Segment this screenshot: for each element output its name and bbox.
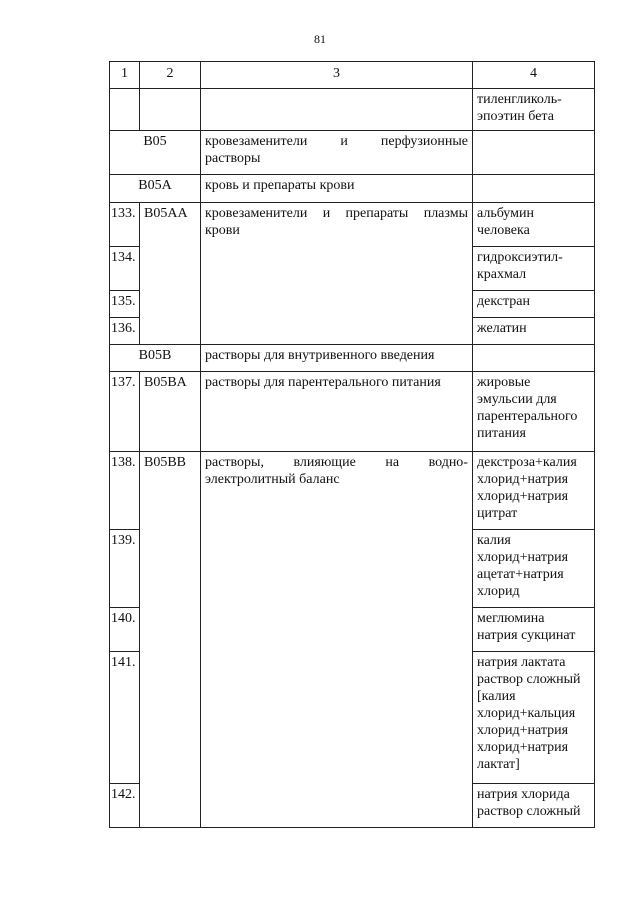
row-number: 139. (110, 530, 140, 608)
group-description (201, 131, 473, 175)
header-col-1: 1 (110, 62, 140, 89)
desc-word: препараты (345, 206, 409, 221)
cell-empty (473, 345, 595, 372)
header-col-3: 3 (201, 62, 473, 89)
cell-empty (473, 131, 595, 175)
drug-classification-table (109, 61, 595, 828)
row-number: 138. (110, 452, 140, 530)
atc-code: B05BB (140, 452, 201, 828)
row-number: 133. (110, 203, 140, 247)
drug-name: тиленгликоль- эпоэтин бета (473, 89, 595, 131)
group-description: растворы для парентерального питания (201, 372, 473, 452)
row-number: 140. (110, 608, 140, 652)
group-row-b05 (110, 131, 595, 175)
group-row-b05b (110, 345, 595, 372)
row-number: 136. (110, 318, 140, 345)
atc-code: B05 (110, 131, 201, 175)
header-col-4: 4 (473, 62, 595, 89)
drug-name: гидроксиэтил- крахмал (473, 247, 595, 291)
desc-word: кровезаменители (205, 134, 308, 149)
drug-name: натрия хлорида раствор сложный (473, 784, 595, 828)
desc-word: кровезаменители (205, 206, 308, 221)
desc-word: на (385, 455, 400, 470)
table-row-133 (110, 203, 595, 247)
row-number: 135. (110, 291, 140, 318)
drug-name: жировые эмульсии для парентерального питания (473, 372, 595, 452)
table-row-138 (110, 452, 595, 530)
drug-name: декстроза+калия хлорид+натрия хлорид+натрия цитрат (473, 452, 595, 530)
group-row-b05a (110, 175, 595, 203)
page-number: 81 (314, 32, 326, 46)
desc-line: крови (205, 223, 240, 238)
group-description (201, 203, 473, 345)
drug-name: калия хлорид+натрия ацетат+натрия хлорид (473, 530, 595, 608)
atc-code: B05A (110, 175, 201, 203)
desc-word: влияющие (293, 455, 356, 470)
desc-line: электролитный баланс (205, 472, 340, 487)
drug-name: альбумин человека (473, 203, 595, 247)
cell-empty (110, 89, 140, 131)
drug-name: декстран (473, 291, 595, 318)
group-description (201, 452, 473, 828)
group-description: растворы для внутривенного введения (201, 345, 473, 372)
desc-word: перфузионные (380, 134, 468, 149)
header-row (110, 62, 595, 89)
drug-name: меглюмина натрия сукцинат (473, 608, 595, 652)
row-number: 134. (110, 247, 140, 291)
desc-word: и (322, 206, 331, 221)
atc-code: B05AA (140, 203, 201, 345)
table-row-137 (110, 372, 595, 452)
desc-word: растворы, (205, 455, 264, 470)
header-col-2: 2 (140, 62, 201, 89)
desc-word: водно- (428, 455, 468, 470)
atc-code: B05BA (140, 372, 201, 452)
row-number: 142. (110, 784, 140, 828)
cell-empty (473, 175, 595, 203)
cell-empty (140, 89, 201, 131)
desc-word: плазмы (423, 206, 468, 221)
cell-empty (201, 89, 473, 131)
row-number: 141. (110, 652, 140, 784)
table-row-continuation (110, 89, 595, 131)
desc-line: растворы (205, 151, 261, 166)
row-number: 137. (110, 372, 140, 452)
desc-word: и (340, 134, 348, 149)
drug-name: натрия лактата раствор сложный [калия хлорид+кальция хлорид+натрия хлорид+натрия лактат] (473, 652, 595, 784)
drug-name: желатин (473, 318, 595, 345)
group-description: кровь и препараты крови (201, 175, 473, 203)
atc-code: B05B (110, 345, 201, 372)
